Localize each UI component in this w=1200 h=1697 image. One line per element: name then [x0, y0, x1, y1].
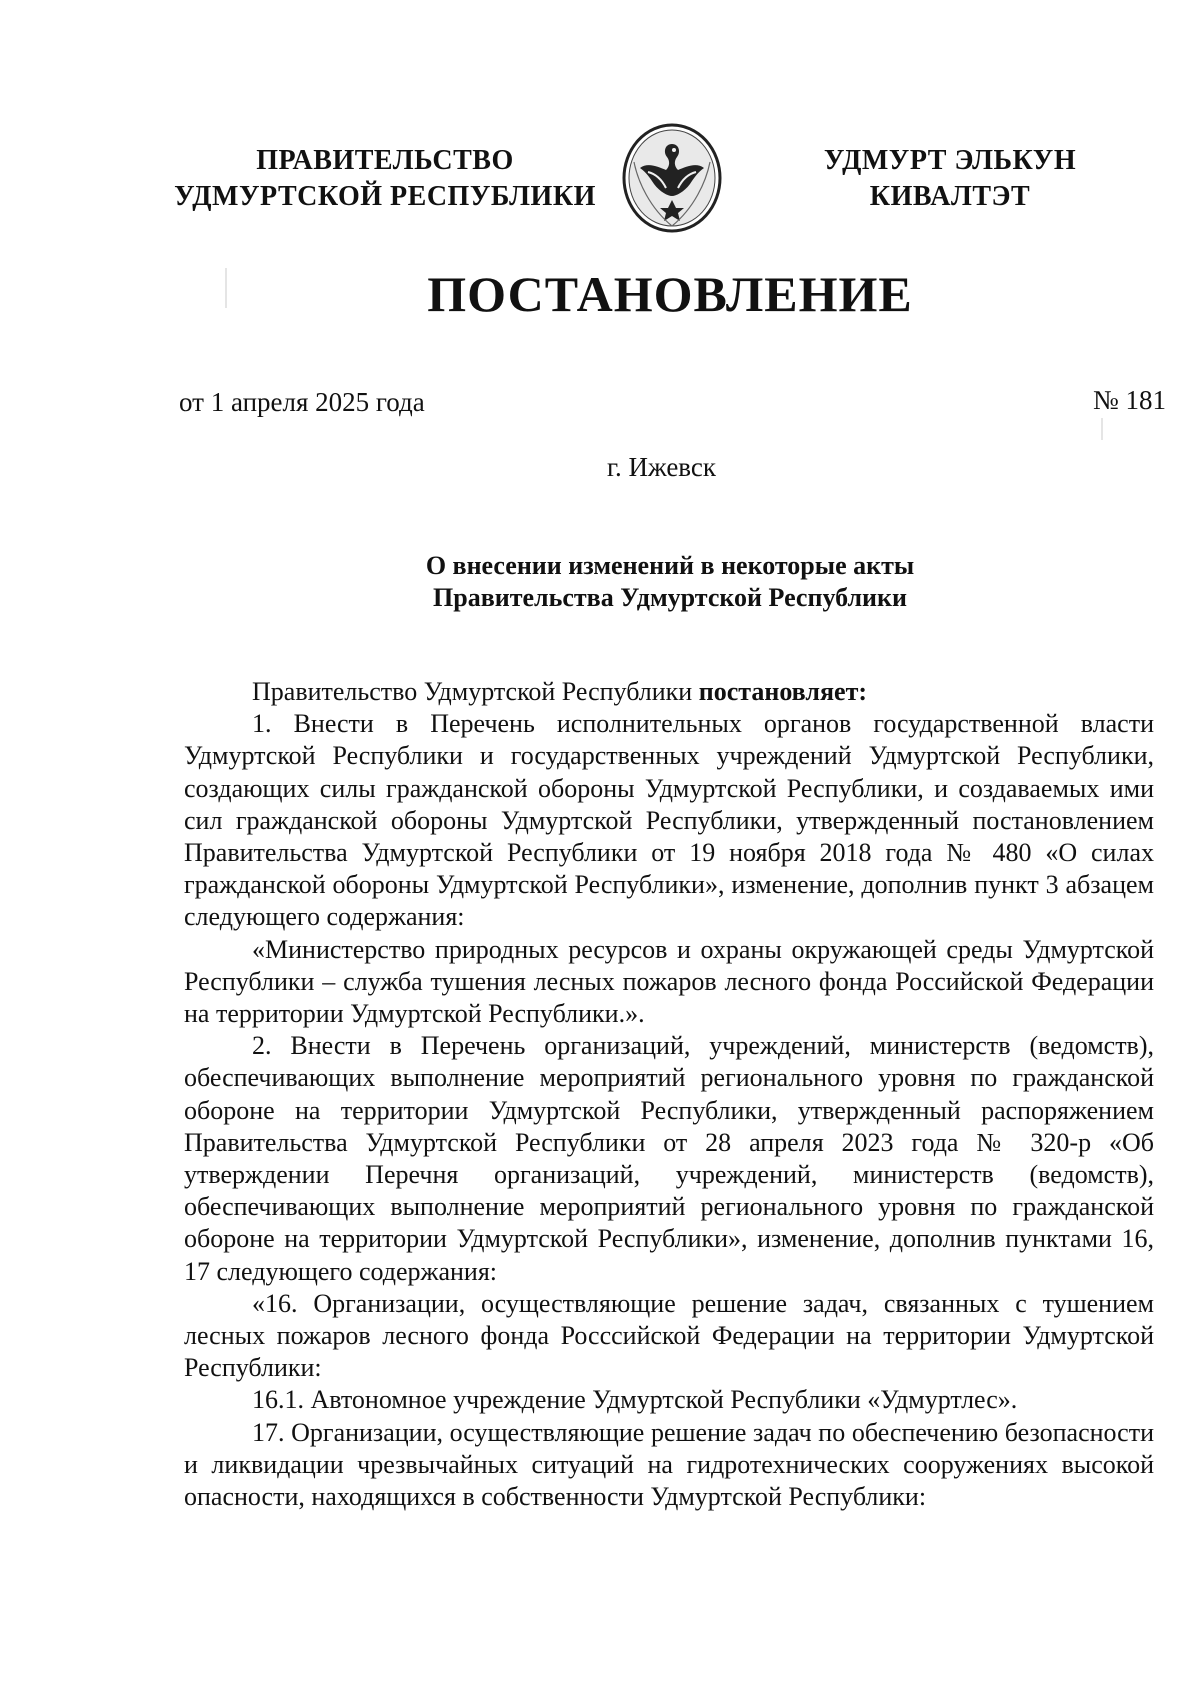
paragraph-16-1: 16.1. Автономное учреждение Удмуртской Республики «Удмуртлес». — [252, 1385, 1018, 1415]
paragraph-16: «16. Организации, осуществляющие решение задач, связанных с тушением лесных пожаров лесного фонда Росссийской Федерации на территории Удмуртской Республики: — [184, 1288, 1154, 1383]
scan-speck — [225, 268, 227, 308]
preamble-resolves: постановляет: — [698, 677, 867, 706]
document-city: г. Ижевск — [607, 452, 717, 482]
subject-line2: Правительства Удмуртской Республики — [433, 583, 907, 612]
document-body — [184, 676, 1154, 1513]
subject-line1: О внесении изменений в некоторые акты — [425, 551, 915, 580]
paragraph-1-quote: «Министерство природных ресурсов и охраны окружающей среды Удмуртской Республики – служба тушения лесных пожаров лесного фонда Российской Федерации на территории Удмуртской Республики.». — [184, 934, 1154, 1029]
paragraph-1: 1. Внести в Перечень исполнительных органов государственной власти Удмуртской Республики и государственных учреждений Удмуртской Республики, создающих силы гражданской обороны Удмуртской Республики, и создаваемых ими сил гражданской обороны Удмуртской Республики, утвержденный постановлением Правительства Удмуртской Республики от 19 ноября 2018 года № 480 «О силах гражданской обороны Удмуртской Республики», изменение, дополнив пункт 3 абзацем следующего содержания: — [184, 709, 1154, 932]
preamble-paragraph — [184, 676, 1154, 708]
issuer-name-russian-line2: УДМУРТСКОЙ РЕСПУБЛИКИ — [174, 181, 596, 212]
document-title: ПОСТАНОВЛЕНИЕ — [427, 266, 913, 322]
preamble-text: Правительство Удмуртской Республики — [252, 677, 699, 706]
paragraph-17: 17. Организации, осуществляющие решение задач по обеспечению безопасности и ликвидации чрезвычайных ситуаций на гидротехнических сооружениях высокой опасности, находящихся в собственности Удмуртской Республики: — [184, 1417, 1154, 1512]
issuer-name-udmurt-line1: УДМУРТ ЭЛЬКУН — [823, 145, 1077, 176]
issuer-name-russian — [165, 143, 605, 215]
issuer-name-russian-line1: ПРАВИТЕЛЬСТВО — [256, 145, 514, 176]
udmurtia-coat-of-arms-icon — [620, 122, 724, 234]
document-date: от 1 апреля 2025 года — [179, 387, 425, 417]
issuer-name-udmurt-line2: КИВАЛТЭТ — [869, 181, 1031, 212]
issuer-name-udmurt — [800, 143, 1100, 215]
document-subject — [0, 550, 1200, 614]
paragraph-2: 2. Внести в Перечень организаций, учреждений, министерств (ведомств), обеспечивающих выполнение мероприятий регионального уровня по гражданской обороне на территории Удмуртской Республики, утвержденный распоряжением Правительства Удмуртской Республики от 28 апреля 2023 года № 320-р «Об утверждении Перечня организаций, учреждений, министерств (ведомств), обеспечивающих выполнение мероприятий регионального уровня по гражданской обороне на территории Удмуртской Республики», изменение, дополнив пунктами 16, 17 следующего содержания: — [184, 1031, 1154, 1286]
scan-speck — [1101, 418, 1103, 440]
document-number: № 181 — [1092, 385, 1166, 415]
